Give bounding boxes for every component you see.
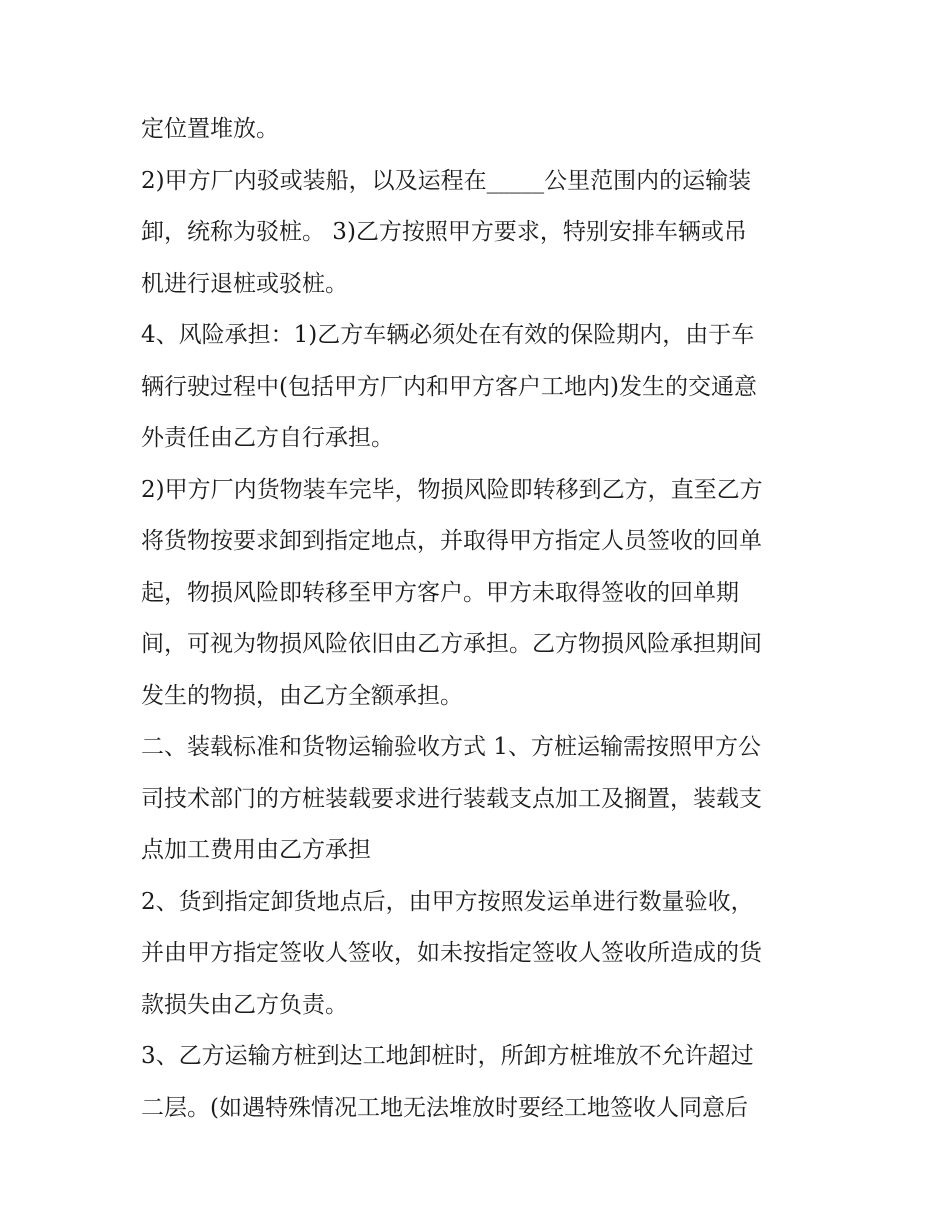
text-line: 辆行驶过程中(包括甲方厂内和甲方客户工地内)发生的交通意 [141, 373, 757, 400]
text-line: 二层。(如遇特殊情况工地无法堆放时要经工地签收人同意后 [141, 1094, 748, 1121]
text-line: 二、装载标准和货物运输验收方式 1、方桩运输需按照甲方公 [141, 734, 761, 760]
text-line: 司技术部门的方桩装载要求进行装载支点加工及搁置，装载支 [141, 785, 762, 812]
text-line: 2、货到指定卸货地点后，由甲方按照发运单进行数量验收， [141, 888, 754, 915]
text-line: 点加工费用由乙方承担 [141, 837, 371, 863]
text-line: 卸，统称为驳桩。 3)乙方按照甲方要求，特别安排车辆或吊 [141, 219, 747, 245]
text-line: 起，物损风险即转移至甲方客户。甲方未取得签收的回单期 [141, 579, 739, 606]
text-line: 2)甲方厂内驳或装船，以及运程在_____公里范围内的运输装 [141, 167, 752, 194]
text-line: 机进行退桩或驳桩。 [141, 270, 348, 297]
text-line: 款损失由乙方负责。 [141, 991, 348, 1018]
text-line: 并由甲方指定签收人签收，如未按指定签收人签收所造成的货 [141, 940, 762, 966]
text-line: 4、风险承担：1)乙方车辆必须处在有效的保险期内，由于车 [141, 322, 755, 348]
text-line: 定位置堆放。 [141, 116, 279, 142]
text-line: 外责任由乙方自行承担。 [141, 425, 394, 451]
text-line: 3、乙方运输方桩到达工地卸桩时，所卸方桩堆放不允许超过 [141, 1043, 754, 1069]
text-line: 间，可视为物损风险依旧由乙方承担。乙方物损风险承担期间 [141, 631, 762, 657]
document-body [141, 104, 821, 1134]
text-line: 2)甲方厂内货物装车完毕，物损风险即转移到乙方，直至乙方 [141, 476, 763, 503]
text-line: 发生的物损，由乙方全额承担。 [141, 682, 463, 709]
text-line: 将货物按要求卸到指定地点，并取得甲方指定人员签收的回单 [141, 528, 762, 554]
